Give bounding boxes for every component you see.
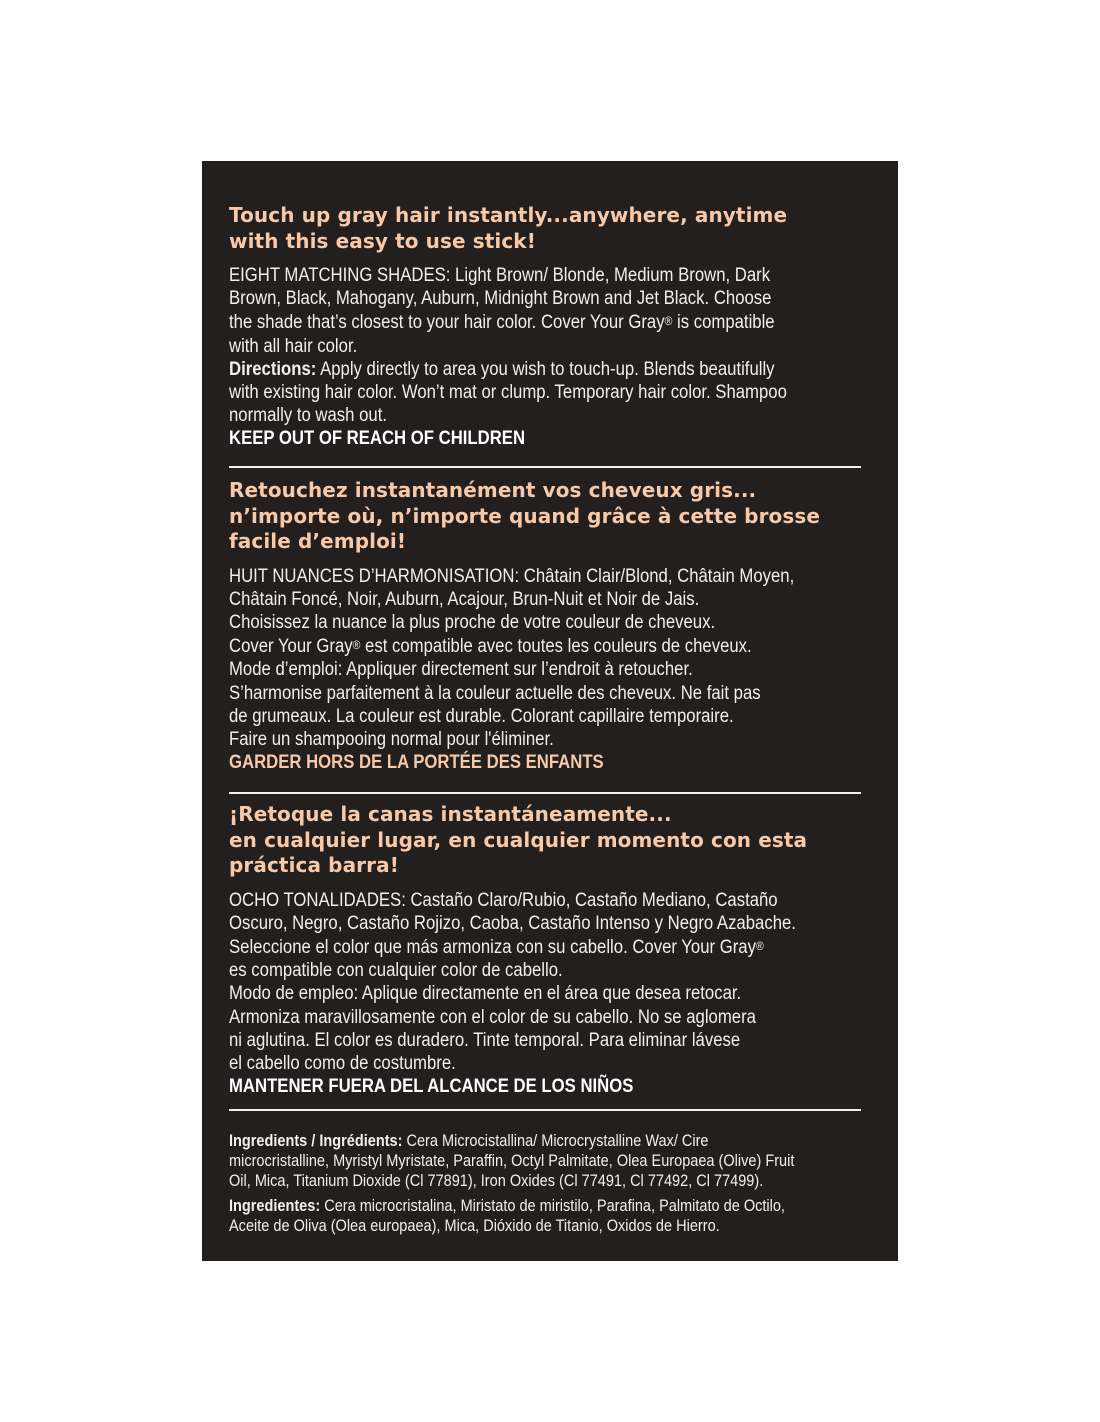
spanish-heading-line: práctica barra! — [229, 853, 399, 877]
french-heading-line: n’importe où, n’importe quand grâce à cette brosse — [229, 503, 821, 528]
spanish-line: OCHO TONALIDADES: Castaño Claro/Rubio, Castaño Mediano, Castaño — [229, 889, 778, 911]
ingredients-label: Ingredients / Ingrédients: — [229, 1132, 403, 1150]
french-heading-line: Retouchez instantanément vos cheveux gris... — [229, 478, 757, 502]
english-warning: KEEP OUT OF REACH OF CHILDREN — [229, 428, 526, 450]
registered-mark: ® — [664, 314, 673, 329]
directions-label: Directions: — [229, 358, 317, 380]
french-line: Mode d’emploi: Appliquer directement sur l’endroit à retoucher. — [229, 659, 693, 681]
spanish-body — [229, 889, 874, 1099]
ingredients-en-fr — [229, 1131, 874, 1191]
ingredients-text: Cera Microcistallina/ Microcrystalline Wax/ Cire — [402, 1132, 709, 1150]
english-shades-text: is compatible — [672, 312, 775, 334]
english-section — [229, 203, 874, 451]
ingredientes-label: Ingredientes: — [229, 1197, 321, 1215]
spanish-section — [229, 802, 874, 1098]
english-shades-line — [229, 310, 874, 334]
english-shades-text: the shade that’s closest to your hair color. Cover Your Gray — [229, 312, 665, 334]
spanish-heading — [229, 802, 874, 879]
spanish-line: el cabello como de costumbre. — [229, 1052, 456, 1074]
ingredientes-text: Cera microcristalina, Miristato de miristilo, Parafina, Palmitato de Octilo, — [320, 1197, 785, 1215]
french-line — [229, 634, 874, 658]
french-line: Châtain Foncé, Noir, Auburn, Acajour, Brun-Nuit et Noir de Jais. — [229, 588, 700, 610]
spanish-line — [229, 935, 874, 959]
english-shades-line: EIGHT MATCHING SHADES: Light Brown/ Blonde, Medium Brown, Dark — [229, 265, 771, 286]
french-section — [229, 478, 874, 774]
section-divider — [229, 466, 861, 468]
french-heading-line: facile d’emploi! — [229, 529, 407, 553]
french-body — [229, 565, 874, 775]
french-line: S’harmonise parfaitement à la couleur actuelle des cheveux. Ne fait pas — [229, 682, 761, 704]
spanish-line: es compatible con cualquier color de cabello. — [229, 960, 563, 982]
spanish-heading-line: ¡Retoque la canas instantáneamente... — [229, 802, 672, 826]
label-panel — [202, 161, 898, 1261]
english-directions-line — [229, 358, 874, 381]
french-warning: GARDER HORS DE LA PORTÉE DES ENFANTS — [229, 752, 604, 774]
section-divider — [229, 792, 861, 794]
registered-mark: ® — [352, 638, 361, 653]
french-line: HUIT NUANCES D’HARMONISATION: Châtain Clair/Blond, Châtain Moyen, — [229, 565, 795, 587]
french-line: Choisissez la nuance la plus proche de votre couleur de cheveux. — [229, 611, 716, 633]
french-text: est compatible avec toutes les couleurs de cheveux. — [360, 636, 752, 658]
ingredients-body — [229, 1131, 874, 1236]
section-divider — [229, 1109, 861, 1111]
english-directions-text: Apply directly to area you wish to touch-up. Blends beautifully — [316, 358, 775, 380]
french-line: Faire un shampooing normal pour l'éliminer. — [229, 728, 554, 750]
spanish-line: ni aglutina. El color es duradero. Tinte temporal. Para eliminar lávese — [229, 1029, 741, 1051]
english-shades-line: with all hair color. — [229, 335, 358, 357]
english-directions-line: normally to wash out. — [229, 405, 387, 427]
ingredients-text: microcristalline, Myristyl Myristate, Paraffin, Octyl Palmitate, Olea Europaea (Olive) Fruit — [229, 1152, 795, 1170]
spanish-line: Armoniza maravillosamente con el color de su cabello. No se aglomera — [229, 1006, 756, 1028]
spanish-heading-line: en cualquier lugar, en cualquier momento con esta — [229, 827, 808, 852]
spanish-line: Oscuro, Negro, Castaño Rojizo, Caoba, Castaño Intenso y Negro Azabache. — [229, 912, 796, 934]
ingredients-section — [229, 1131, 874, 1241]
english-directions-line: with existing hair color. Won’t mat or clump. Temporary hair color. Shampoo — [229, 382, 787, 404]
french-text: Cover Your Gray — [229, 636, 353, 658]
registered-mark: ® — [755, 938, 764, 953]
english-body — [229, 264, 874, 451]
spanish-line: Modo de empleo: Aplique directamente en el área que desea retocar. — [229, 983, 742, 1005]
english-heading — [229, 203, 874, 254]
ingredientes-text: Aceite de Oliva (Olea europaea), Mica, Dióxido de Titanio, Oxidos de Hierro. — [229, 1217, 720, 1235]
ingredients-es — [229, 1196, 874, 1236]
english-heading-line: Touch up gray hair instantly...anywhere, anytime — [229, 203, 788, 227]
spanish-warning: MANTENER FUERA DEL ALCANCE DE LOS NIÑOS — [229, 1076, 634, 1098]
english-shades-line: Brown, Black, Mahogany, Auburn, Midnight Brown and Jet Black. Choose — [229, 288, 772, 310]
french-heading — [229, 478, 874, 555]
french-line: de grumeaux. La couleur est durable. Colorant capillaire temporaire. — [229, 705, 734, 727]
english-heading-line: with this easy to use stick! — [229, 228, 536, 253]
spanish-text: Seleccione el color que más armoniza con su cabello. Cover Your Gray — [229, 936, 756, 958]
ingredients-text: Oil, Mica, Titanium Dioxide (Cl 77891), Iron Oxides (Cl 77491, Cl 77492, Cl 77499). — [229, 1172, 764, 1190]
